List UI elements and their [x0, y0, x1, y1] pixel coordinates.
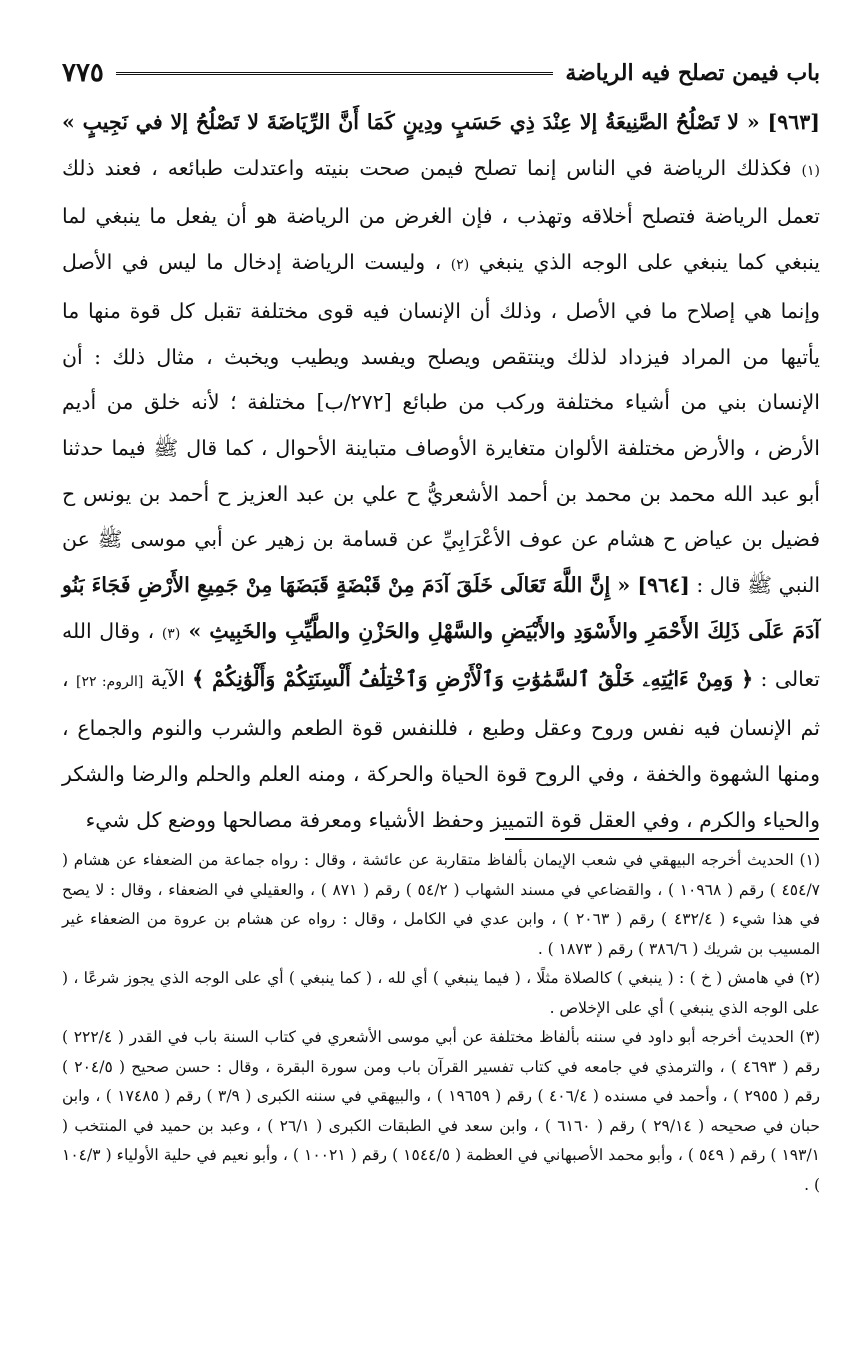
footnote-1: (١) الحديث أخرجه البيهقي في شعب الإيمان بألفاظ متقاربة عن عائشة ، وقال : رواه جماعة من الضعفاء عن هشام ( ٤٥٤/٧ ) رقم ( ١٠٩٦٨ ) ، والقضاعي في مسند الشهاب ( ٥٤/٢ ) رقم ( ٨٧١ ) ، والعقيلي في الضعفاء ، وقال : لا يصح في هذا شيء ( ٤٣٢/٤ ) رقم ( ٢٠٦٣ ) ، وابن عدي في الكامل ، وقال : رواه عن هشام بن عروة من الضعفاء غير المسيب بن شريك ( ٣٨٦/٦ ) رقم ( ١٨٧٣ ) . — [62, 851, 821, 958]
body-paragraph: ، وليست الرياضة إدخال ما ليس في الأصل وإنما هي إصلاح ما في الأصل ، وذلك أن الإنسان فيه قوى مختلفة تقبل كل قوة منها ما يأتيها من المراد فيزداد لذلك وينتقص ويصلح ويفسد ويطيب ويخبث ، مثال ذلك : أن الإنسان بني من أشياء مختلفة وركب من طبائع [٢٧٢/ب] مختلفة ؛ لأنه خلق من أديم الأرض ، والأرض مختلفة الألوان متغايرة الأوصاف متباينة الأحوال ، كما قال ﷺ فيما حدثنا أبو عبد الله محمد بن محمد بن أحمد الأشعريُّ ح علي بن عبد العزيز ح أحمد بن يونس ح فضيل بن عياض ح هشام عن عوف الأعْرَابِيِّ عن قسامة بن زهير عن أبي موسى ﷺ عن النبي ﷺ قال : — [62, 250, 821, 598]
body-paragraph: ، وقال الله تعالى : — [62, 618, 820, 692]
body-paragraph: ، ثم الإنسان فيه نفس وروح وعقل وطبع ، فللنفس قوة الطعم والشرب والنوم والجماع ، ومنها الشهوة والخفة ، وفي الروح قوة الحياة والحركة ، ومنه العلم والحلم والرضا والشكر والحياء والكرم ، وفي العقل قوة التمييز وحفظ الأشياء ومعرفة مصالحها ووضع كل شيء — [62, 667, 820, 832]
body-paragraph: فكذلك الرياضة في الناس إنما تصلح فيمن صحت بنيته واعتدلت طبائعه ، فعند ذلك تعمل الرياضة فتصلح أخلاقه وتهذب ، فإن الغرض من الرياضة هو أن يفعل ما ينبغي لما ينبغي كما ينبغي على الوجه الذي ينبغي — [62, 155, 820, 275]
footnote-separator — [505, 838, 819, 840]
footnote-3: (٣) الحديث أخرجه أبو داود في سننه بألفاظ مختلفة عن أبي موسى الأشعري في كتاب السنة باب في القدر ( ٢٢٢/٤ ) رقم ( ٤٦٩٣ ) ، والترمذي في جامعه في كتاب تفسير القرآن باب ومن سورة البقرة ، وقال : حسن صحيح ( ٢٠٤/٥ ) رقم ( ٢٩٥٥ ) ، وأحمد في مسنده ( ٤٠٦/٤ ) رقم ( ١٩٦٥٩ ) ، والبيهقي في سننه الكبرى ( ٣/٩ ) رقم ( ١٧٤٨٥ ) ، وابن حبان في صحيحه ( ٢٩/١٤ ) رقم ( ٦١٦٠ ) ، وابن سعد في الطبقات الكبرى ( ٢٦/١ ) ، وعبد بن حميد في المنتخب ( ١٩٣/١ ) رقم ( ٥٤٩ ) ، وأبو محمد الأصبهاني في العظمة ( ١٥٤٤/٥ ) رقم ( ١٠٠٢١ ) ، وأبو نعيم في حلية الأولياء ( ١٠٤/٣ ) . — [62, 1028, 820, 1194]
quran-reference: [الروم: ٢٢] — [76, 674, 144, 691]
hadith-964: « إِنَّ اللَّهَ تَعَالَى خَلَقَ آدَمَ مِنْ قَبْضَةٍ قَبَضَهَا مِنْ جَمِيعِ الأَرْضِ فَجَاءَ بَنُو آدَمَ عَلَى ذَلِكَ الأَحْمَرِ والأَسْوَدِ والأَبْيَضِ والسَّهْلِ والحَزْنِ والطَّيِّبِ والخَبِيثِ » — [62, 573, 820, 643]
running-title: باب فيمن تصلح فيه الرياضة — [565, 60, 820, 86]
page-header — [62, 52, 820, 94]
footnotes — [62, 846, 820, 1200]
hadith-963: [٩٦٣] « لا تَصْلُحُ الصَّنِيعَةُ إلا عِنْدَ ذِي حَسَبٍ ودِينٍ كَمَا أَنَّ الرِّيَاضَةَ لا تَصْلُحُ إلا في نَجِيبٍ » — [62, 110, 820, 134]
page-number: ٧٧٥ — [62, 58, 104, 88]
footnote-marker-2: (٢) — [450, 257, 470, 274]
footnote-2: (٢) في هامش ( خ ) : ( ينبغي ) كالصلاة مثلًا ، ( فيما ينبغي ) أي لله ، ( كما ينبغي ) أي على الوجه الذي يجوز شرعًا ، ( على الوجه الذي ينبغي ) أي على الإخلاص . — [62, 969, 820, 1017]
main-text — [62, 100, 820, 843]
quran-verse: ﴿ وَمِنْ ءَايَٰتِهِۦ خَلْقُ ٱلسَّمَٰوَٰتِ وَٱلْأَرْضِ وَٱخْتِلَٰفُ أَلْسِنَتِكُمْ وَأَلْوَٰنِكُمْ ﴾ — [192, 667, 754, 692]
body-paragraph: الآية — [143, 667, 193, 692]
header-rule — [116, 72, 553, 75]
footnote-marker-3: (٣) — [161, 625, 181, 642]
footnote-marker-1: (١) — [801, 162, 820, 179]
hadith-number-964: [٩٦٤] — [637, 573, 690, 598]
